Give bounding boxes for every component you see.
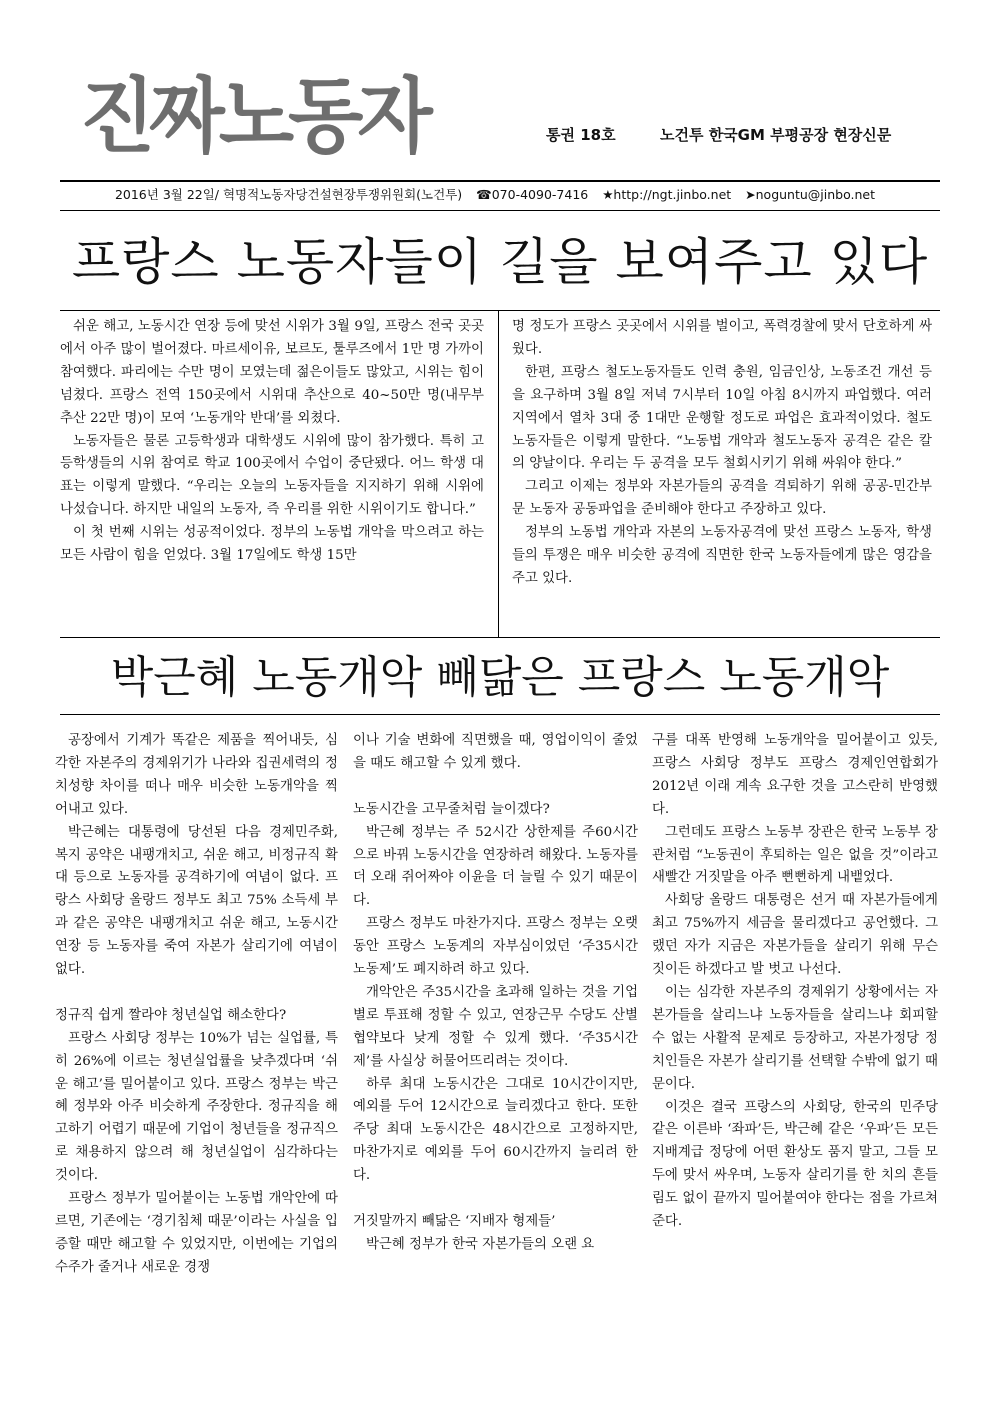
paragraph: 이 첫 번째 시위는 성공적이었다. 정부의 노동법 개악을 막으려고 하는 모든 사람이 힘을 얻었다. 3월 17일에도 학생 15만 — [60, 525, 484, 564]
paragraph: 그런데도 프랑스 노동부 장관은 한국 노동부 장관처럼 “노동권이 후퇴하는 일은 없을 것”이라고 새빨간 거짓말을 아주 뻔뻔하게 내뱉었다. — [652, 824, 938, 886]
article1-headline: 프랑스 노동자들이 길을 보여주고 있다 — [71, 233, 929, 291]
paragraph: 프랑스 정부가 밀어붙이는 노동법 개악안에 따르면, 기존에는 ‘경기침체 때문’이라는 사실을 입증할 때만 해고할 수 있었지만, 이번에는 기업의 수주가 줄거나 새로운 경쟁 — [55, 1191, 338, 1275]
info-rule — [60, 210, 940, 211]
issue-number: 통권 18호 — [546, 126, 616, 144]
spacer — [353, 776, 638, 799]
paragraph: 프랑스 사회당 정부는 10%가 넘는 실업률, 특히 26%에 이르는 청년실업률을 낮추겠다며 ‘쉬운 해고’를 밀어붙이고 있다. 프랑스 정부는 박근혜 정부와 아주 비슷하게 주장한다. 정규직을 해고하기 어렵기 때문에 기업이 청년들을 정규직으로 채용하지 않으려 해 청년실업이 심각하다는 것이다. — [55, 1030, 338, 1184]
article2-column-2 — [353, 730, 638, 1320]
paragraph: 노동자들은 물론 고등학생과 대학생도 시위에 많이 참가했다. 특히 고등학생들의 시위 참여로 학교 100곳에서 수업이 중단됐다. 어느 학생 대표는 이렇게 말했다. “우리는 오늘의 노동자들을 지지하기 위해 시위에 나섰습니다. 하지만 내일의 노동자, 즉 우리를 위한 시위이기도 합니다.” — [60, 433, 484, 518]
paragraph: 이는 심각한 자본주의 경제위기 상황에서는 자본가들을 살리느냐 노동자들을 살리느냐 회피할 수 없는 사활적 문제로 등장하고, 자본가정당 정치인들은 자본가 살리기를 선택할 수밖에 없기 때문이다. — [652, 984, 938, 1092]
spacer — [55, 982, 338, 1005]
masthead-title: 진짜노동자 — [80, 69, 427, 165]
spacer — [353, 1188, 638, 1211]
info-bar — [60, 185, 940, 205]
paragraph: 개악안은 주35시간을 초과해 일하는 것을 기업별로 투표해 정할 수 있고, 연장근무 수당도 산별협약보다 낮게 정할 수 있게 했다. ‘주35시간제’를 사실상 허물어뜨리려는 것이다. — [353, 984, 638, 1069]
paragraph: 프랑스 정부도 마찬가지다. 프랑스 정부는 오랫동안 프랑스 노동계의 자부심이었던 ‘주35시간 노동제’도 폐지하려 하고 있다. — [353, 916, 638, 978]
paragraph: 쉬운 해고, 노동시간 연장 등에 맞선 시위가 3월 9일, 프랑스 전국 곳곳에서 아주 많이 벌어졌다. 마르세이유, 보르도, 툴루즈에서 1만 명 가까이 참여했다. 파리에는 수만 명이 모였는데 젊은이들도 많았고, 시위는 힘이 넘쳤다. 프랑스 전역 150곳에서 시위대 추산으로 40~50만 명(내무부 추산 22만 명)이 모여 ‘노동개악 반대’를 외쳤다. — [60, 319, 484, 426]
paragraph: 사회당 올랑드 대통령은 선거 때 자본가들에게 최고 75%까지 세금을 물리겠다고 공언했다. 그랬던 자가 지금은 자본가들을 살리기 위해 무슨 짓이든 하겠다고 발 벗고 나선다. — [652, 893, 938, 978]
article1-column-divider — [498, 311, 499, 637]
subheading: 노동시간을 고무줄처럼 늘이겠다? — [353, 801, 550, 817]
subheading: 정규직 쉽게 짤라야 청년실업 해소한다? — [55, 1007, 287, 1023]
paragraph: 정부의 노동법 개악과 자본의 노동자공격에 맞선 프랑스 노동자, 학생들의 투쟁은 매우 비슷한 공격에 직면한 한국 노동자들에게 많은 영감을 주고 있다. — [512, 525, 932, 586]
paragraph: 명 정도가 프랑스 곳곳에서 시위를 벌이고, 폭력경찰에 맞서 단호하게 싸웠다. — [512, 319, 932, 357]
paragraph: 그리고 이제는 정부와 자본가들의 공격을 격퇴하기 위해 공공-민간부문 노동자 공동파업을 준비해야 한다고 주장하고 있다. — [512, 479, 932, 518]
website-link[interactable]: ★http://ngt.jinbo.net — [602, 187, 732, 202]
paragraph: 한편, 프랑스 철도노동자들도 인력 충원, 임금인상, 노동조건 개선 등을 요구하며 3월 8일 저녁 7시부터 10일 아침 8시까지 파업했다. 여러 지역에서 열차 3대 중 1대만 운행할 정도로 파업은 효과적이었다. 철도노동자들은 이렇게 말한다. “노동법 개악과 철도노동자 공격은 같은 칼의 양날이다. 우리는 두 공격을 모두 철회시키기 위해 싸워야 한다.” — [512, 364, 932, 472]
newspaper-subtitle: 노건투 한국GM 부평공장 현장신문 — [660, 126, 892, 144]
article1-column-1 — [60, 316, 484, 634]
article1-rule — [60, 310, 940, 311]
paragraph: 박근혜 정부는 주 52시간 상한제를 주60시간으로 바꿔 노동시간을 연장하려 해왔다. 노동자를 더 오래 쥐어짜야 이윤을 더 늘릴 수 있기 때문이다. — [353, 824, 638, 909]
article1-column-2 — [512, 316, 932, 634]
paragraph: 하루 최대 노동시간은 그대로 10시간이지만, 예외를 두어 12시간으로 늘리겠다고 한다. 또한 주당 최대 노동시간은 48시간으로 고정하지만, 마찬가지로 예외를 두어 60시간까지 늘리려 한다. — [353, 1076, 638, 1184]
paragraph: 이것은 결국 프랑스의 사회당, 한국의 민주당 같은 이른바 ‘좌파’든, 박근혜 같은 ‘우파’든 모든 지배계급 정당에 어떤 환상도 품지 말고, 그들 모두에 맞서 싸우며, 노동자 살리기를 한 치의 흔들림도 없이 끝까지 밀어붙여야 한다는 점을 가르쳐준다. — [652, 1099, 938, 1230]
article2-top-rule — [60, 637, 940, 638]
date-org: 2016년 3월 22일/ 혁명적노동자당건설현장투쟁위원회(노건투) — [114, 187, 463, 202]
paragraph: 박근혜 정부가 한국 자본가들의 오랜 요 — [366, 1236, 595, 1252]
paragraph: 구를 대폭 반영해 노동개악을 밀어붙이고 있듯, 프랑스 사회당 정부도 프랑스 경제인연합회가 2012년 이래 계속 요구한 것을 고스란히 반영했다. — [652, 733, 938, 817]
subheading: 거짓말까지 빼닮은 ‘지배자 형제들’ — [353, 1214, 556, 1229]
paragraph: 공장에서 기계가 똑같은 제품을 찍어내듯, 심각한 자본주의 경제위기가 나라와 집권세력의 정치성향 차이를 떠나 매우 비슷한 노동개악을 찍어내고 있다. — [55, 733, 338, 817]
article2-column-1 — [55, 730, 338, 1320]
article2-column-3 — [652, 730, 938, 1320]
paragraph: 박근혜는 대통령에 당선된 다음 경제민주화, 복지 공약은 내팽개치고, 쉬운 해고, 비정규직 확대 등으로 노동자를 공격하기에 여념이 없다. 프랑스 사회당 올랑드 정부도 최고 75% 소득세 부과 같은 공약은 내팽개치고 쉬운 해고, 노동시간 연장 등 노동자를 죽여 자본가 살리기에 여념이 없다. — [55, 824, 338, 978]
email-link[interactable]: ➤noguntu@jinbo.net — [745, 187, 876, 202]
article2-headline: 박근혜 노동개악 빼닮은 프랑스 노동개악 — [110, 652, 890, 703]
paragraph: 이나 기술 변화에 직면했을 때, 영업이익이 줄었을 때도 해고할 수 있게 했다. — [353, 733, 638, 771]
phone-number: ☎070-4090-7416 — [476, 187, 589, 202]
top-rule — [60, 180, 940, 182]
article2-bottom-rule — [60, 714, 940, 715]
